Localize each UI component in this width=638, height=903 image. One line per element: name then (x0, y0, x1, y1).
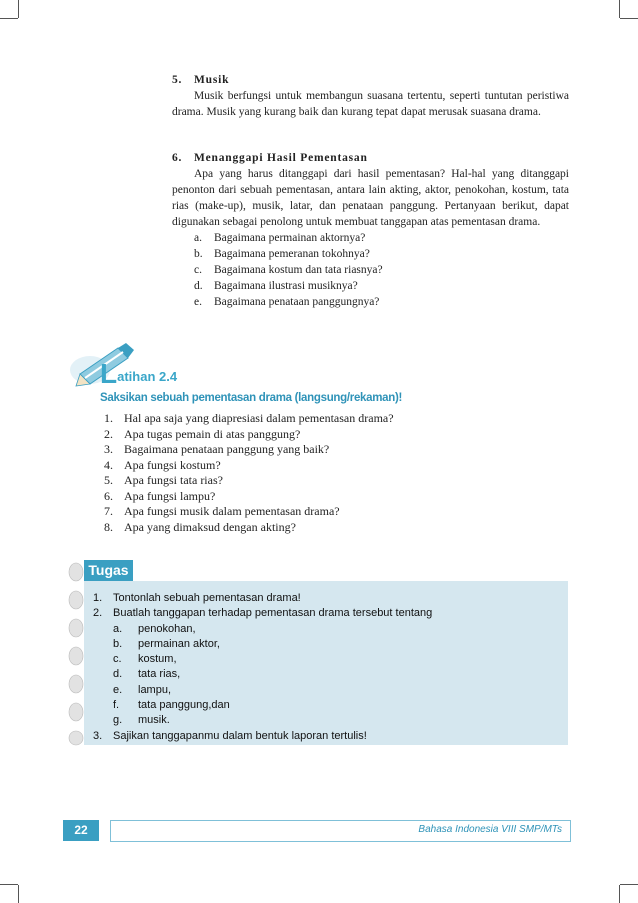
item-text: Tontonlah sebuah pementasan drama! (113, 592, 301, 604)
sub-list-item (93, 683, 432, 698)
item-letter: b. (113, 637, 123, 650)
latihan-title (100, 358, 178, 389)
sub-list-item (93, 698, 432, 713)
item-letter: g. (113, 714, 123, 727)
footer-bar (110, 820, 571, 842)
latihan-instruction: Saksikan sebuah pementasan drama (langsung/rekaman)! (100, 392, 403, 404)
crop-mark (619, 885, 620, 903)
item-text: Sajikan tanggapanmu dalam bentuk laporan tertulis! (113, 729, 367, 742)
section-menanggapi (172, 150, 569, 310)
list-item (104, 458, 394, 474)
item-letter: f. (113, 699, 120, 712)
item-letter: a. (113, 622, 123, 635)
item-text: Apa fungsi musik dalam pementasan drama? (124, 504, 340, 518)
section-paragraph: Musik berfungsi untuk membangun suasana tertentu, seperti tuntutan peristiwa drama. Musik yang kurang baik dan kurang tepat dapat merusak suasana drama. (172, 90, 569, 118)
item-number: 7. (104, 504, 113, 518)
item-letter: e. (194, 296, 202, 308)
item-number: 1. (93, 592, 103, 604)
tugas-list (93, 591, 432, 744)
item-text: tata panggung,dan (138, 699, 230, 712)
item-letter: a. (194, 232, 202, 244)
list-item (172, 262, 569, 278)
sub-list-item (93, 637, 432, 652)
item-letter: c. (194, 264, 202, 276)
item-letter: c. (113, 653, 122, 666)
item-number: 8. (104, 519, 113, 534)
list-item (93, 591, 432, 606)
list-item (104, 411, 394, 427)
item-text: musik. (138, 714, 170, 727)
section-title: Menanggapi Hasil Pementasan (194, 152, 368, 164)
section-number: 6. (172, 152, 183, 164)
list-item (172, 294, 569, 310)
list-item (104, 442, 394, 458)
item-text: permainan aktor, (138, 637, 220, 650)
item-number: 2. (104, 426, 113, 441)
crop-mark (619, 0, 620, 18)
item-number: 3. (93, 729, 103, 742)
crop-mark (620, 18, 638, 19)
latihan-list (104, 411, 394, 535)
item-letter: e. (113, 683, 123, 696)
item-text: Bagaimana pemeranan tokohnya? (214, 248, 370, 260)
page-footer (63, 820, 569, 841)
section-musik (172, 72, 569, 120)
book-title: Bahasa Indonesia VIII SMP/MTs (418, 824, 562, 835)
item-number: 6. (104, 488, 113, 503)
list-item (93, 606, 432, 621)
item-text: Bagaimana ilustrasi musiknya? (214, 280, 358, 292)
item-text: Apa tugas pemain di atas panggung? (124, 426, 301, 441)
item-letter: d. (194, 280, 203, 292)
crop-mark (0, 18, 18, 19)
list-item (104, 473, 394, 489)
item-text: Bagaimana permainan aktornya? (214, 232, 366, 244)
list-item (104, 520, 394, 536)
crop-mark (18, 0, 19, 18)
tugas-label: Tugas (84, 560, 133, 581)
section-paragraph: Apa yang harus ditanggapi dari hasil pementasan? Hal-hal yang ditanggapi penonton dari sebuah pementasan, antara lain akting, aktor, penokohan, kostum, tata rias (make-up), musik, latar, dan penataan panggung. Pertanyaan berikut, dapat digunakan sebagai penolong untuk membuat tanggapan atas pementasan drama. (172, 168, 569, 228)
item-number: 5. (104, 473, 113, 487)
item-text: Apa yang dimaksud dengan akting? (124, 519, 296, 534)
list-item (104, 427, 394, 443)
crop-mark (0, 884, 18, 885)
list-item (104, 489, 394, 505)
section-number: 5. (172, 74, 183, 86)
question-list (172, 230, 569, 310)
item-number: 1. (104, 411, 113, 425)
item-text: Apa fungsi kostum? (124, 457, 221, 472)
item-number: 2. (93, 607, 103, 620)
section-heading (172, 150, 569, 166)
item-letter: b. (194, 248, 203, 260)
item-text: lampu, (138, 683, 172, 696)
item-letter: d. (113, 668, 123, 681)
item-text: tata rias, (138, 668, 181, 681)
section-title: Musik (194, 74, 230, 86)
list-item (104, 504, 394, 520)
pencil-stripe-decoration (66, 560, 86, 746)
sub-list-item (93, 667, 432, 682)
list-item (172, 246, 569, 262)
list-item (172, 278, 569, 294)
item-text: Bagaimana penataan panggung yang baik? (124, 442, 330, 456)
item-text: Apa fungsi lampu? (124, 488, 216, 503)
item-text: kostum, (138, 653, 177, 666)
item-text: penokohan, (138, 622, 196, 635)
section-heading (172, 72, 569, 88)
item-number: 3. (104, 442, 113, 456)
page-number: 22 (63, 820, 99, 841)
item-text: Apa fungsi tata rias? (124, 473, 223, 487)
list-item (93, 729, 432, 744)
crop-mark (18, 885, 19, 903)
item-text: Hal apa saja yang diapresiasi dalam pementasan drama? (124, 411, 394, 425)
item-text: Bagaimana kostum dan tata riasnya? (214, 264, 383, 276)
sub-list-item (93, 713, 432, 728)
title-initial: L (100, 358, 118, 389)
sub-list-item (93, 652, 432, 667)
item-text: Buatlah tanggapan terhadap pementasan drama tersebut tentang (113, 607, 433, 620)
title-rest: atihan 2.4 (117, 369, 178, 384)
crop-mark (620, 884, 638, 885)
sub-list-item (93, 622, 432, 637)
list-item (172, 230, 569, 246)
item-number: 4. (104, 457, 113, 472)
item-text: Bagaimana penataan panggungnya? (214, 296, 380, 308)
